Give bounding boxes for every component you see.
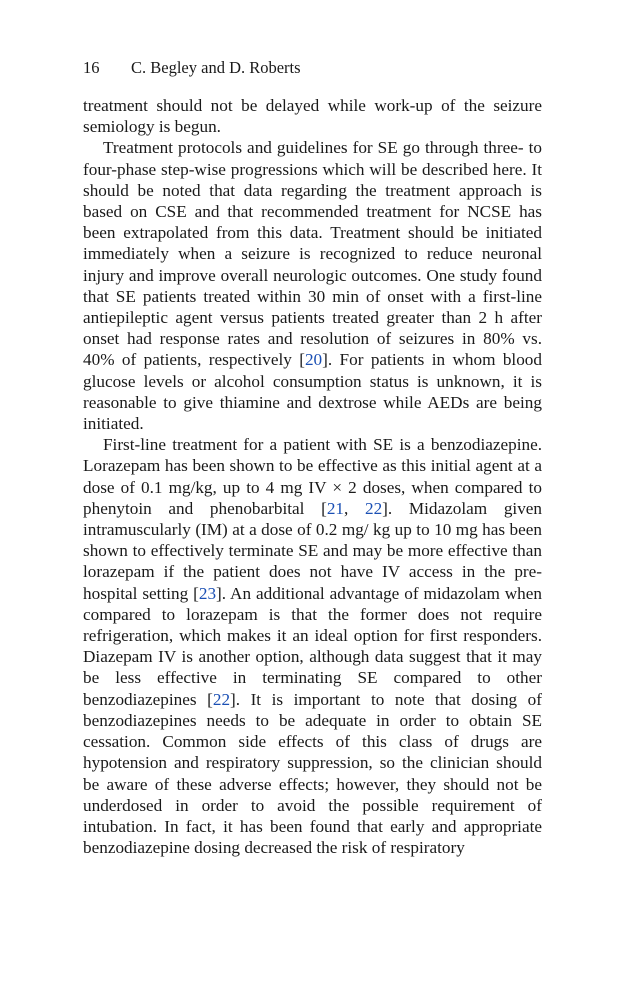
- running-head-authors: C. Begley and D. Roberts: [131, 58, 301, 77]
- body-text: [83, 95, 542, 858]
- paragraph-text: ]. For patients in whom blood glucose levels or alcohol consumption status is unknown, it is reasonable to give thiamine and dextrose while AEDs are being initiated.: [83, 350, 542, 434]
- paragraph: [83, 95, 542, 137]
- citation-link[interactable]: 22: [364, 498, 383, 518]
- running-head: [83, 57, 542, 79]
- book-page: [83, 57, 542, 858]
- page-number: 16: [83, 58, 100, 77]
- citation-link[interactable]: 20: [304, 350, 323, 370]
- paragraph: [83, 137, 542, 434]
- paragraph-text: ,: [344, 498, 365, 518]
- paragraph-text: Treatment protocols and guidelines for SE go through three- to four-phase step-wise progressions which will be described here. It should be noted that data regarding the treatment approach is based on CSE and that recommended treatment for NCSE has been extrapolated from this data. Treatment should be initiated immediately when a seizure is recognized to reduce neuronal injury and improve overall neurologic outcomes. One study found that SE patients treated within 30 min of onset with a first-line antiepileptic agent versus patients treated greater than 2 h after onset had response rates and resolution of seizures in 80% vs. 40% of patients, respectively [: [83, 138, 542, 370]
- citation-link[interactable]: 22: [212, 689, 231, 709]
- paragraph-text: treatment should not be delayed while work-up of the seizure semiology is begun.: [83, 96, 542, 137]
- paragraph-text: ]. It is important to note that dosing of benzodiazepines needs to be adequate in order to obtain SE cessation. Common side effects of this class of drugs are hypotension and respiratory suppression, so the clinician should be aware of these adverse effects; however, they should not be underdosed in order to avoid the possible requirement of intubation. In fact, it has been found that early and appropriate benzodiazepine dosing decreased the risk of respiratory: [83, 689, 542, 858]
- citation-link[interactable]: 23: [198, 583, 217, 603]
- paragraph-text: ]. Midazolam given intramuscularly (IM) at a dose of 0.2 mg/ kg up to 10 mg has been shown to effectively terminate SE and may be more effective than lorazepam if the patient does not have IV access in the pre-hospital setting [: [83, 498, 543, 603]
- paragraph-text: ]. An additional advantage of midazolam when compared to lorazepam is that the former does not require refrigeration, which makes it an ideal option for first responders. Diazepam IV is another option, although data suggest that it may be less effective in terminating SE compared to other benzodiazepines [: [83, 583, 542, 709]
- paragraph-text: First-line treatment for a patient with SE is a benzodiazepine. Lorazepam has been shown to be effective as this initial agent at a dose of 0.1 mg/kg, up to 4 mg IV × 2 doses, when compared to phenytoin and phenobarbital [: [83, 435, 542, 518]
- paragraph: [83, 434, 542, 858]
- citation-link[interactable]: 21: [326, 498, 344, 518]
